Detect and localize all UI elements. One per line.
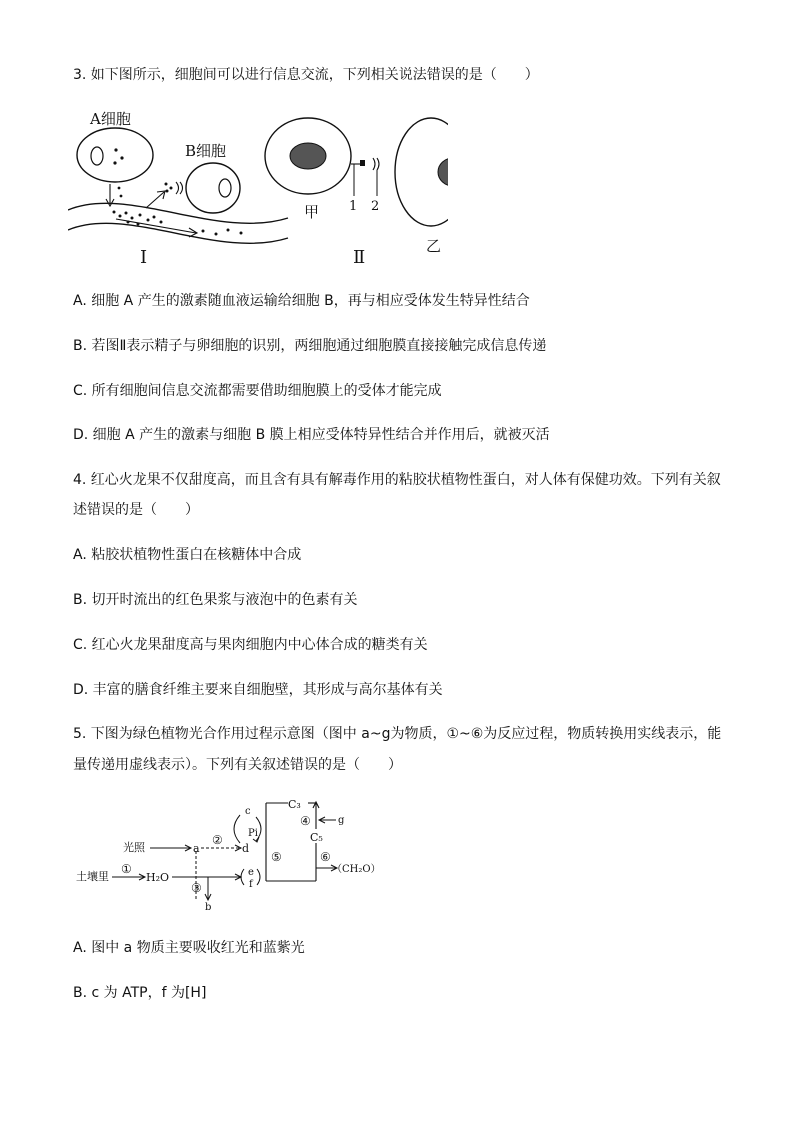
soil-label: 土壤里 — [76, 870, 109, 883]
process-6: ⑥ — [320, 850, 331, 864]
ch2o-label: （CH₂O） — [332, 864, 381, 875]
q3-option-d: D. 细胞 A 产生的激素与细胞 B 膜上相应受体特异性结合并作用后，就被灭活 — [73, 427, 550, 443]
c-label: c — [245, 806, 251, 817]
a-cell-shape — [77, 128, 153, 182]
c5-label: C₅ — [310, 831, 323, 844]
q4-option-a: A. 粘胶状植物性蛋白在核糖体中合成 — [73, 547, 302, 563]
f-label: f — [249, 879, 253, 890]
q3-option-c: C. 所有细胞间信息交流都需要借助细胞膜上的受体才能完成 — [73, 383, 442, 399]
e-label: e — [248, 867, 254, 878]
jia-label: 甲 — [304, 203, 320, 221]
a-label: a — [193, 842, 200, 855]
q4-stem-line2: 述错误的是（ ） — [73, 502, 199, 518]
jia-cell-nucleus — [290, 143, 326, 169]
q4-option-c: C. 红心火龙果甜度高与果肉细胞内中心体合成的糖类有关 — [73, 637, 428, 653]
process-3: ③ — [191, 881, 202, 895]
process-5: ⑤ — [271, 850, 282, 864]
process-4: ④ — [300, 814, 311, 828]
a-cell-label: A细胞 — [90, 110, 131, 128]
q3-option-a: A. 细胞 A 产生的激素随血液运输给细胞 B，再与相应受体发生特异性结合 — [73, 293, 530, 309]
label-2: 2 — [371, 199, 380, 214]
g-label: g — [338, 815, 345, 826]
light-label: 光照 — [123, 841, 145, 854]
d-label: d — [242, 842, 250, 855]
q3-option-b: B. 若图Ⅱ表示精子与卵细胞的识别，两细胞通过细胞膜直接接触完成信息传递 — [73, 338, 547, 354]
pi-label: Pi — [248, 828, 258, 839]
b-label: b — [205, 902, 212, 913]
q5-figure — [70, 795, 400, 915]
a-cell-nucleus — [91, 147, 103, 165]
yi-label: 乙 — [426, 237, 442, 255]
q3-stem: 3. 如下图所示，细胞间可以进行信息交流，下列相关说法错误的是（ ） — [73, 67, 539, 83]
yi-cell-nucleus — [438, 158, 448, 186]
q5-option-a: A. 图中 a 物质主要吸收红光和蓝紫光 — [73, 940, 305, 956]
b-cell-label: B细胞 — [185, 142, 227, 160]
figure-ii-label: Ⅱ — [353, 247, 366, 268]
water-label: H₂O — [146, 871, 170, 884]
b-cell-shape — [186, 163, 240, 213]
q5-stem-line2: 量传递用虚线表示）。下列有关叙述错误的是（ ） — [73, 757, 402, 773]
c3-label: C₃ — [288, 798, 301, 811]
b-cell-nucleus — [219, 179, 231, 197]
process-2: ② — [212, 833, 223, 847]
figure-i-label: Ⅰ — [140, 247, 148, 268]
q5-stem-line1: 5. 下图为绿色植物光合作用过程示意图（图中 a~g为物质，①~⑥为反应过程，物质转换用实线表示，能 — [73, 726, 722, 742]
label-1: 1 — [349, 199, 358, 214]
q5-option-b: B. c 为 ATP，f 为[H] — [73, 985, 207, 1001]
q3-figure — [68, 100, 448, 270]
q4-option-d: D. 丰富的膳食纤维主要来自细胞壁，其形成与高尔基体有关 — [73, 682, 443, 698]
process-1: ① — [121, 862, 132, 876]
q4-stem-line1: 4. 红心火龙果不仅甜度高，而且含有具有解毒作用的粘胶状植物性蛋白，对人体有保健功效。下列有关叙 — [73, 472, 721, 488]
q4-option-b: B. 切开时流出的红色果浆与液泡中的色素有关 — [73, 592, 358, 608]
